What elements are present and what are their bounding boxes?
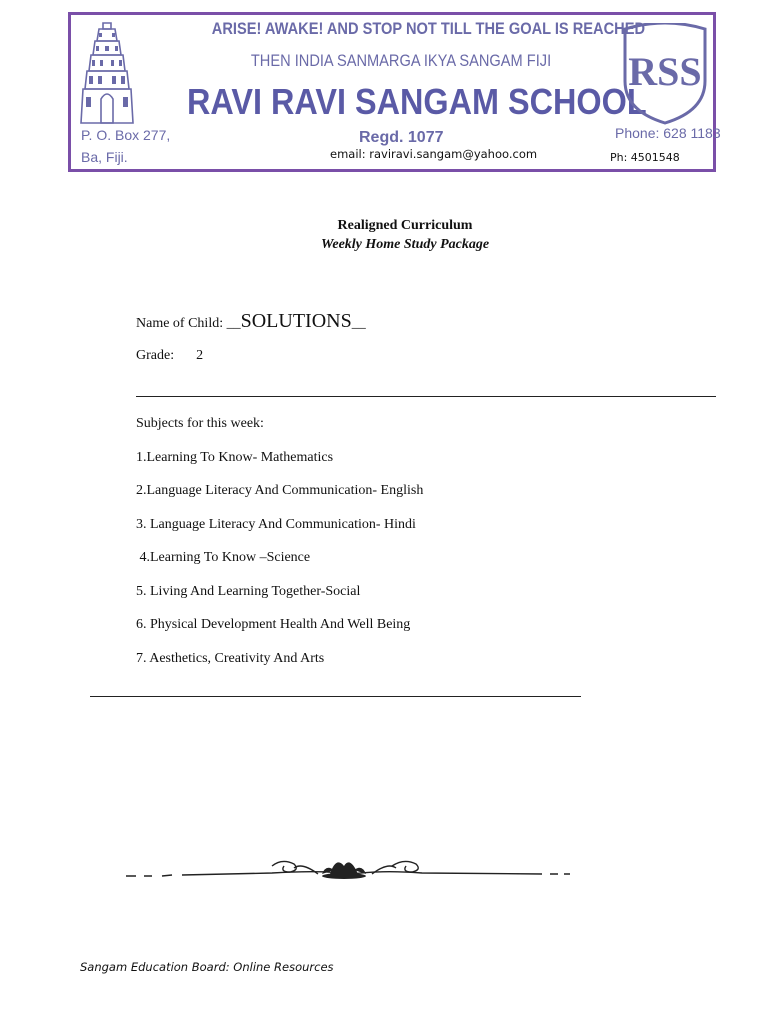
subject-item: 4.Learning To Know –Science <box>136 550 311 565</box>
phone-extension: Ph: 4501548 <box>610 151 680 164</box>
list-end-divider <box>90 696 581 697</box>
subject-item: 6. Physical Development Health And Well Being <box>136 617 411 632</box>
subject-item: 1.Learning To Know- Mathematics <box>136 450 334 465</box>
rss-logo-text: RSS <box>628 49 702 94</box>
po-box: P. O. Box 277, <box>81 127 171 143</box>
grade-label: Grade: <box>136 348 175 363</box>
subject-item: 7. Aesthetics, Creativity And Arts <box>136 651 325 666</box>
rss-shield-logo-icon <box>619 23 711 127</box>
registration-number: Regd. 1077 <box>359 129 444 146</box>
phone-number: Phone: 628 1183 <box>615 125 721 141</box>
child-name-line <box>136 310 366 333</box>
section-divider <box>136 396 716 397</box>
grade-value: 2 <box>196 348 204 363</box>
school-name: RAVI RAVI SANGAM SCHOOL <box>187 81 647 122</box>
organisation-name: THEN INDIA SANMARGA IKYA SANGAM FIJI <box>250 51 552 70</box>
subject-item: 5. Living And Learning Together-Social <box>136 584 361 599</box>
subject-item: 3. Language Literacy And Communication- Hindi <box>136 517 416 532</box>
ornamental-divider-icon <box>122 852 572 888</box>
subjects-heading: Subjects for this week: <box>136 416 264 431</box>
document-subtitle: Weekly Home Study Package <box>320 237 490 252</box>
child-name-value: SOLUTIONS <box>240 310 352 332</box>
child-name-suffix: __ <box>351 316 366 331</box>
grade-line <box>136 348 203 364</box>
location: Ba, Fiji. <box>81 149 128 165</box>
page-footer: Sangam Education Board: Online Resources <box>80 960 334 974</box>
subject-item: 2.Language Literacy And Communication- English <box>136 483 424 498</box>
email-address: email: raviravi.sangam@yahoo.com <box>330 147 538 161</box>
child-name-label: Name of Child: __ <box>136 316 241 331</box>
school-motto: ARISE! AWAKE! AND STOP NOT TILL THE GOAL IS REACHED <box>211 19 646 38</box>
temple-logo-icon <box>79 19 135 127</box>
document-title: Realigned Curriculum <box>337 218 473 233</box>
